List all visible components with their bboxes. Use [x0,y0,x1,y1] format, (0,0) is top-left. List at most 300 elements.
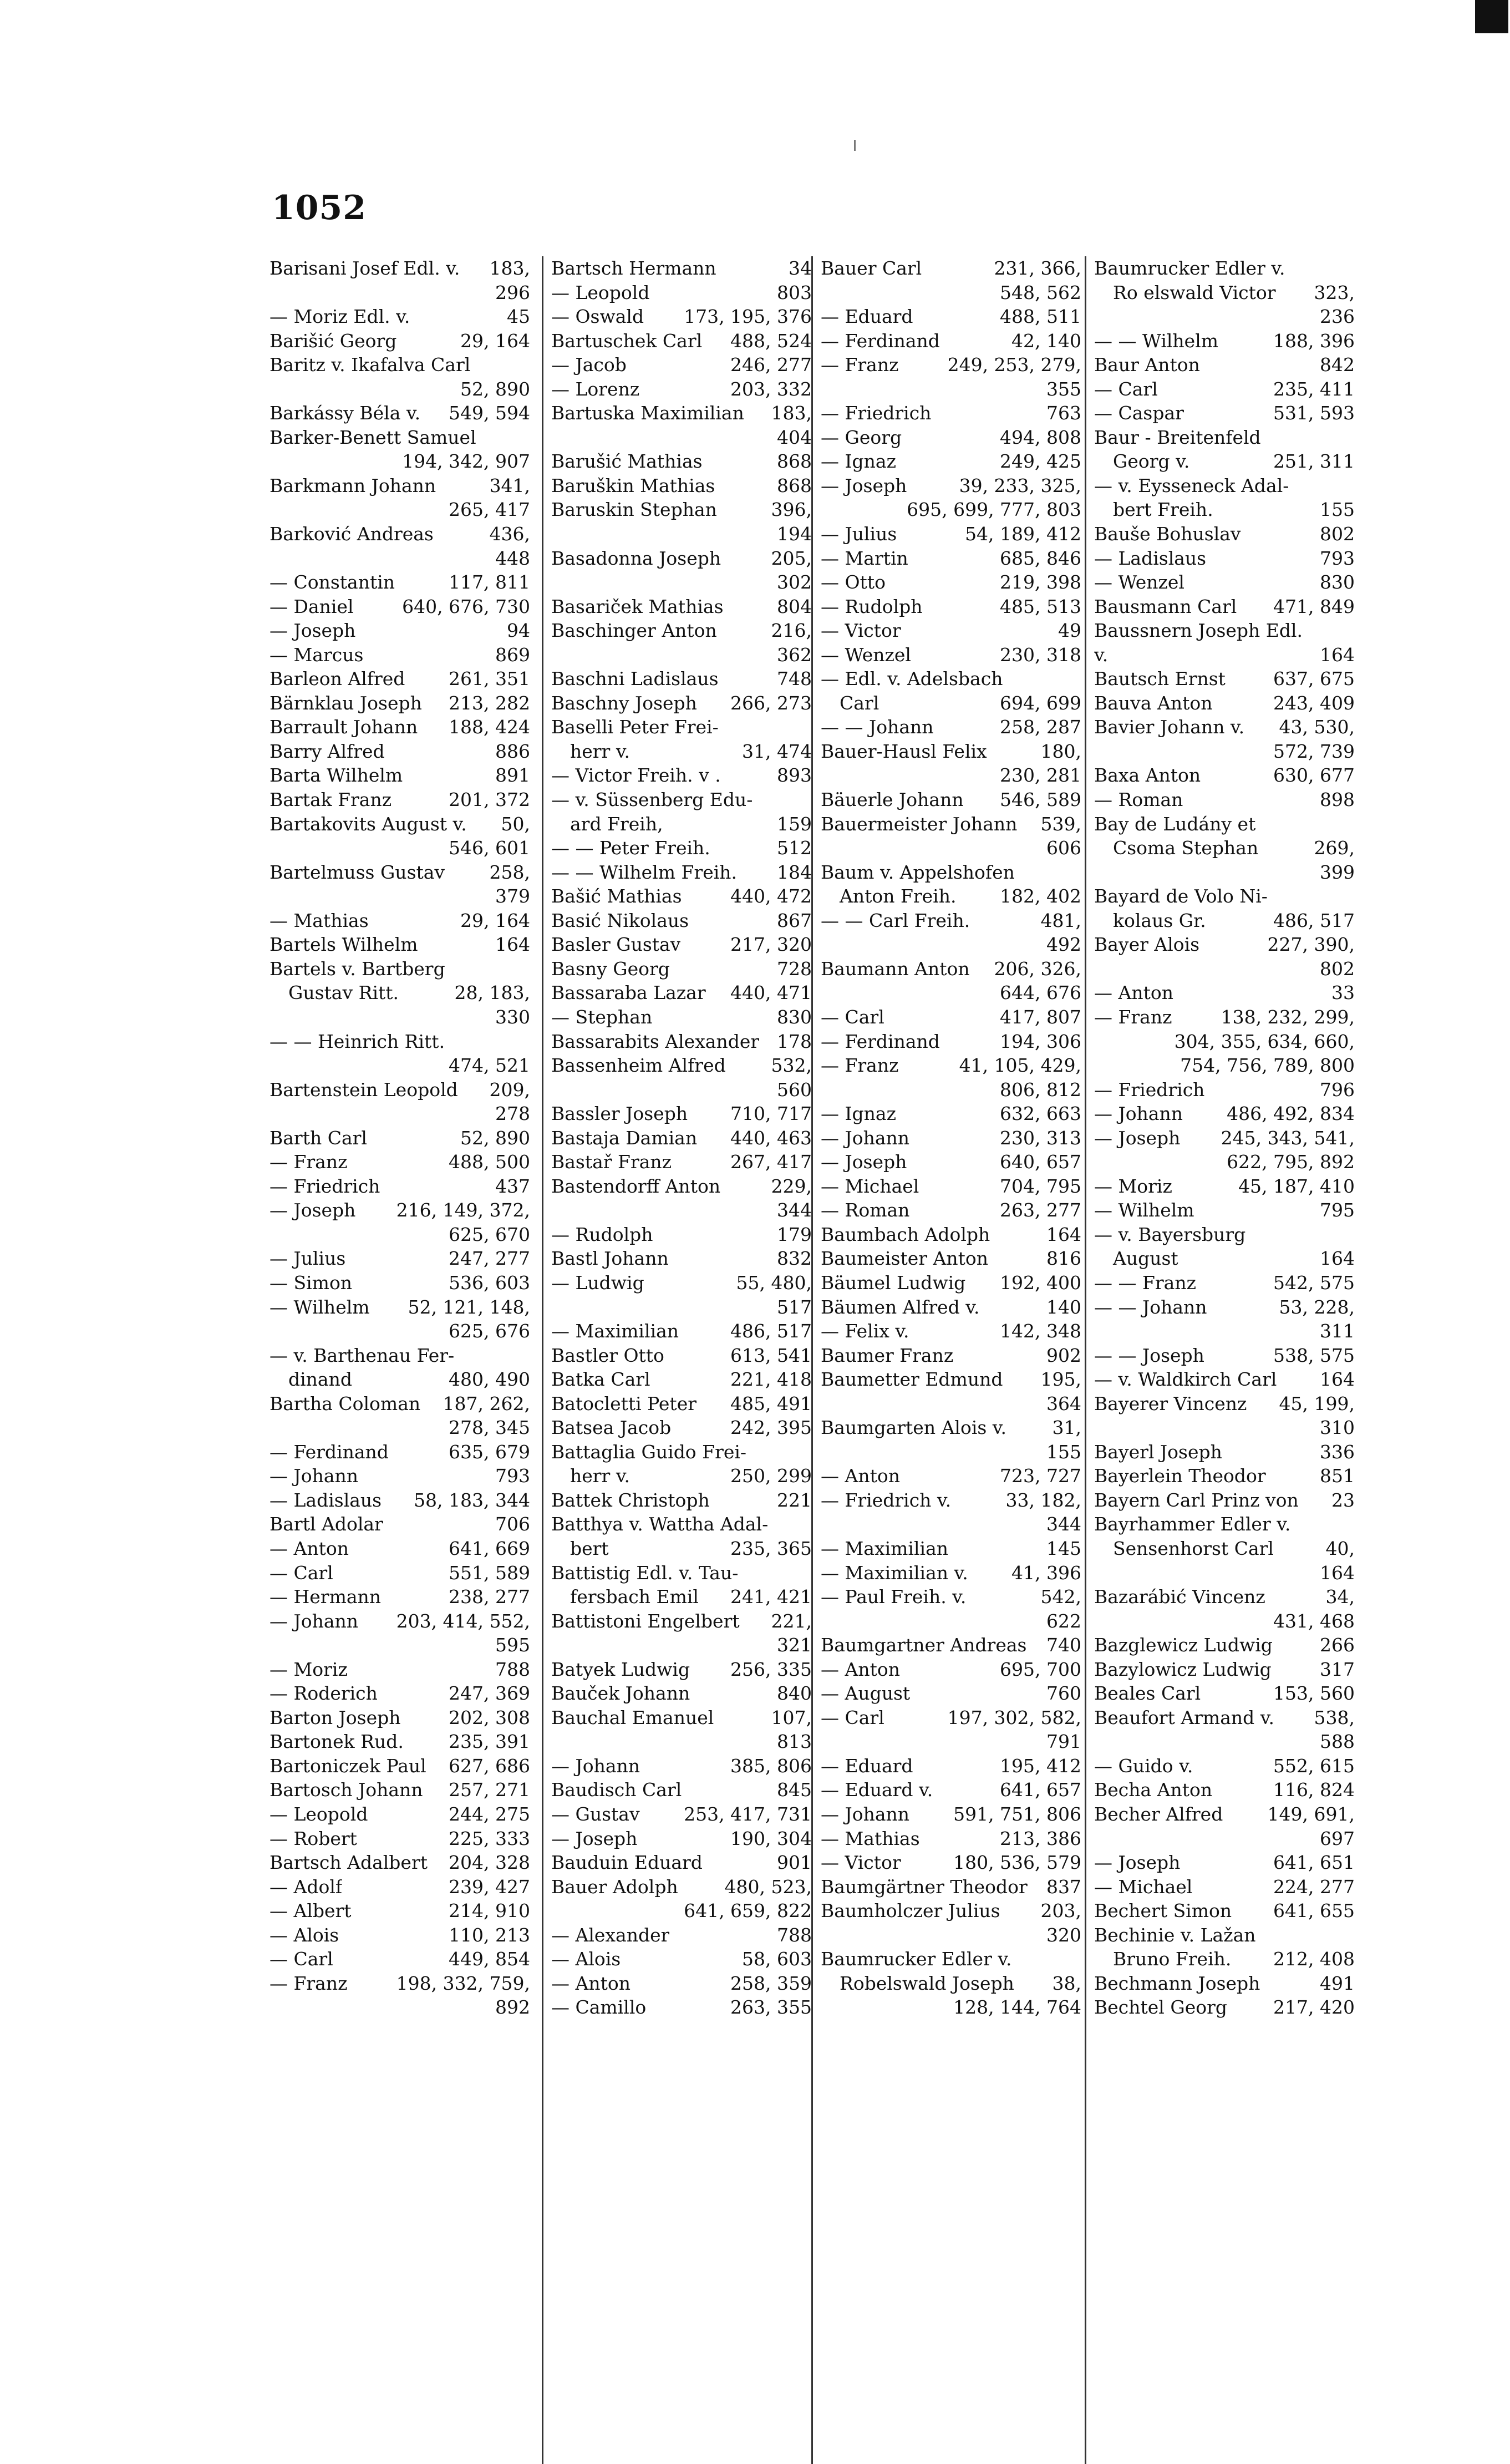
index-entry [270,1512,530,1537]
index-entry [551,1537,812,1561]
index-entry [270,1102,530,1126]
entry-name: Baschni Ladislaus [551,668,719,690]
entry-page-refs: 481, [1040,909,1081,931]
entry-name: — Johann [1094,1103,1183,1125]
index-entry [1094,1875,1355,1899]
entry-name: Baruskin Stephan [551,499,717,521]
entry-name: Barišić Georg [270,329,397,352]
entry-name: dinand [288,1368,352,1391]
entry-name: Baumann Anton [821,957,970,980]
index-entry [270,739,530,764]
entry-name: — Victor [821,620,901,642]
entry-name: — v. Bayersburg [1094,1223,1246,1245]
entry-name: — v. Barthenau Fer- [270,1344,455,1366]
index-entry [1094,498,1355,522]
entry-page-refs: 491 [1320,1972,1355,1994]
entry-name: herr v. [570,1465,631,1487]
entry-page-refs: 641, 669 [449,1537,530,1559]
index-entry [821,377,1081,402]
entry-name: — Moriz [270,1658,348,1680]
entry-page-refs: 480, 490 [449,1368,530,1391]
entry-page-refs: 230, 281 [1000,764,1081,787]
index-entry [270,498,530,522]
entry-page-refs: 33 [1331,982,1355,1004]
entry-name: Baur - Breitenfeld [1094,426,1261,448]
index-entry [1094,1923,1355,1948]
index-entry [270,836,530,860]
entry-page-refs: 448 [495,547,530,569]
entry-name: — — Carl Freih. [821,909,970,931]
index-entry [1094,474,1355,498]
entry-name: — Joseph [1094,1852,1181,1874]
entry-name: Baxa Anton [1094,764,1201,787]
index-entry [821,1850,1081,1875]
entry-name: Baumrucker Edler v. [821,1948,1012,1970]
index-entry [1094,1561,1355,1585]
index-entry [551,1367,812,1392]
index-entry [551,1657,812,1682]
index-entry [551,1198,812,1223]
index-entry [270,1416,530,1440]
entry-name: v. [1094,643,1109,666]
entry-page-refs: 28, 183, [454,982,530,1004]
index-entry [1094,763,1355,788]
index-entry [270,932,530,957]
entry-page-refs: 355 [1046,378,1081,400]
index-entry [270,1343,530,1368]
index-entry [821,1802,1081,1827]
index-entry [821,1464,1081,1488]
entry-page-refs: 258, 359 [730,1972,812,1994]
index-entry [821,715,1081,739]
entry-page-refs: 155 [1320,499,1355,521]
index-entry [821,812,1081,836]
index-entry [821,836,1081,860]
index-entry [1094,739,1355,764]
entry-page-refs: 40, [1325,1537,1355,1559]
entry-page-refs: 183, [771,402,812,424]
index-entry [821,1488,1081,1513]
entry-page-refs: 625, 676 [449,1320,530,1342]
index-entry [1094,522,1355,546]
entry-page-refs: 362 [777,643,812,666]
index-entry [270,1706,530,1730]
entry-name: Baschinger Anton [551,620,717,642]
entry-page-refs: 164 [495,934,530,956]
entry-page-refs: 321 [777,1634,812,1656]
index-entry [270,1053,530,1078]
index-entry [821,1633,1081,1657]
entry-name: Baumer Franz [821,1344,954,1366]
index-entry [270,1005,530,1030]
entry-name: Barkmann Johann [270,474,436,496]
entry-page-refs: 644, 676 [1000,982,1081,1004]
entry-page-refs: 239, 427 [449,1875,530,1898]
index-entry [1094,1416,1355,1440]
index-entry [270,1174,530,1199]
index-entry [1094,1802,1355,1827]
entry-page-refs: 840 [777,1682,812,1705]
entry-page-refs: 29, 164 [460,329,530,352]
entry-name: Bechtel Georg [1094,1996,1228,2019]
entry-page-refs: 385, 806 [730,1755,812,1777]
index-entry [551,425,812,450]
entry-name: — Georg [821,426,902,448]
entry-page-refs: 436, [489,523,530,545]
index-entry [551,909,812,933]
index-entry [551,739,812,764]
entry-name: Bartuschek Carl [551,329,703,352]
index-entry [270,1246,530,1271]
index-entry [551,1488,812,1513]
entry-page-refs: 202, 308 [449,1706,530,1728]
entry-name: — Albert [270,1900,352,1922]
entry-page-refs: 54, 189, 412 [965,523,1081,545]
entry-name: — Johann [270,1465,359,1487]
index-entry [821,932,1081,957]
index-entry [821,1971,1081,1996]
index-entry [821,1005,1081,1030]
index-entry [270,425,530,450]
entry-name: — — Heinrich Ritt. [270,1030,445,1052]
entry-name: Barrault Johann [270,716,418,738]
index-entry [270,1971,530,1996]
index-entry [551,546,812,571]
entry-page-refs: 34 [789,257,812,279]
entry-page-refs: 869 [495,643,530,666]
entry-page-refs: 236 [1320,306,1355,328]
index-entry [1094,957,1355,981]
entry-name: — Felix v. [821,1320,909,1342]
entry-name: Bechinie v. Lažan [1094,1924,1256,1946]
entry-page-refs: 49 [1058,620,1081,642]
entry-page-refs: 267, 417 [730,1151,812,1173]
index-entry [1094,1827,1355,1851]
entry-page-refs: 591, 751, 806 [953,1803,1081,1825]
entry-name: Basler Gustav [551,934,681,956]
entry-page-refs: 488, 524 [730,329,812,352]
index-entry [821,1923,1081,1948]
entry-name: Baselli Peter Frei- [551,716,719,738]
entry-page-refs: 52, 121, 148, [408,1296,530,1318]
entry-page-refs: 336 [1320,1441,1355,1463]
entry-page-refs: 302 [777,571,812,594]
entry-page-refs: 641, 655 [1273,1900,1355,1922]
entry-name: Bassaraba Lazar [551,982,706,1004]
entry-name: Batka Carl [551,1368,650,1391]
entry-page-refs: 740 [1046,1634,1081,1656]
entry-name: — v. Waldkirch Carl [1094,1368,1277,1391]
entry-page-refs: 34, [1325,1586,1355,1608]
index-entry [551,1271,812,1295]
entry-name: Baumeister Anton [821,1248,989,1270]
entry-name: Basić Nikolaus [551,909,689,931]
entry-name: Bašić Mathias [551,885,682,907]
index-entry [821,1537,1081,1561]
index-entry [1094,1657,1355,1682]
entry-page-refs: 195, [1040,1368,1081,1391]
index-entry [270,474,530,498]
entry-name: Baumetter Edmund [821,1368,1003,1391]
entry-page-refs: 760 [1046,1682,1081,1705]
entry-name: Bruno Freih. [1113,1948,1232,1970]
index-entry [1094,1392,1355,1416]
index-entry [821,1754,1081,1778]
entry-page-refs: 179 [777,1223,812,1245]
entry-page-refs: 246, 277 [730,354,812,376]
entry-name: — Anton [1094,982,1173,1004]
index-entry [821,353,1081,377]
entry-name: Barleon Alfred [270,668,405,690]
entry-page-refs: 45 [507,306,530,328]
index-entry [821,1343,1081,1368]
entry-name: Bartuska Maximilian [551,402,744,424]
entry-name: Bartsch Adalbert [270,1852,428,1874]
index-entry [821,1271,1081,1295]
entry-page-refs: 641, 657 [1000,1779,1081,1801]
entry-page-refs: 546, 601 [449,837,530,859]
entry-page-refs: 323, [1314,281,1355,303]
entry-name: August [1113,1248,1178,1270]
index-entry [551,1464,812,1488]
index-entry [270,1271,530,1295]
index-entry [821,1947,1081,1971]
entry-page-refs: 404 [777,426,812,448]
entry-page-refs: 197, 302, 582, [947,1706,1081,1728]
entry-page-refs: 542, [1040,1586,1081,1608]
entry-name: Beales Carl [1094,1682,1201,1705]
entry-page-refs: 42, 140 [1011,329,1081,352]
entry-name: Bartenstein Leopold [270,1078,458,1101]
entry-page-refs: 128, 144, 764 [953,1996,1081,2019]
entry-name: Sensenhorst Carl [1113,1537,1274,1559]
index-entry [270,1223,530,1247]
index-entry [821,1778,1081,1802]
entry-name: — v. Süssenberg Edu- [551,789,753,811]
index-entry [270,1392,530,1416]
entry-name: — — Peter Freih. [551,837,710,859]
entry-name: — Roman [1094,789,1183,811]
entry-name: fersbach Emil [570,1586,699,1608]
entry-page-refs: 806, 812 [1000,1078,1081,1101]
index-entry [1094,1223,1355,1247]
entry-page-refs: 796 [1320,1078,1355,1101]
entry-name: Bartak Franz [270,789,392,811]
index-entry [1094,1730,1355,1754]
entry-name: Bazglewicz Ludwig [1094,1634,1273,1656]
entry-page-refs: 637, 675 [1273,668,1355,690]
entry-page-refs: 269, [1314,837,1355,859]
index-entry [551,1850,812,1875]
entry-name: — — Joseph [1094,1344,1204,1366]
entry-name: — v. Eysseneck Adal- [1094,474,1289,496]
entry-name: — Roderich [270,1682,378,1705]
entry-name: Bastler Otto [551,1344,664,1366]
index-entry [821,401,1081,425]
index-entry [1094,1053,1355,1078]
entry-name: Baritz v. Ikafalva Carl [270,354,471,376]
entry-name: Bayern Carl Prinz von [1094,1489,1299,1511]
index-entry [551,256,812,281]
entry-page-refs: 194, 342, 907 [402,450,530,473]
entry-page-refs: 164 [1320,643,1355,666]
entry-page-refs: 892 [495,1996,530,2019]
index-entry [551,932,812,957]
index-entry [1094,1609,1355,1634]
entry-page-refs: 512 [777,837,812,859]
entry-page-refs: 164 [1320,1561,1355,1584]
entry-name: — Ladislaus [270,1489,382,1511]
entry-page-refs: 399 [1320,861,1355,883]
entry-page-refs: 263, 277 [1000,1199,1081,1221]
index-entry [551,1416,812,1440]
entry-page-refs: 39, 233, 325, [959,474,1081,496]
entry-name: Battaglia Guido Frei- [551,1441,747,1463]
entry-name: — Moriz Edl. v. [270,306,410,328]
entry-name: Bartha Coloman [270,1392,421,1414]
entry-name: Batocletti Peter [551,1392,697,1414]
entry-name: — Otto [821,571,886,594]
index-entry [551,1778,812,1802]
entry-page-refs: 485, 491 [730,1392,812,1414]
entry-name: Baruškin Mathias [551,474,715,496]
entry-page-refs: 635, 679 [449,1441,530,1463]
index-entry [1094,836,1355,860]
column-divider [1085,256,1086,2464]
entry-name: ard Freih, [570,813,663,835]
index-entry [821,957,1081,981]
index-entry [1094,981,1355,1005]
entry-name: — Robert [270,1827,357,1849]
entry-name: — Anton [821,1465,900,1487]
index-entry [551,643,812,667]
index-entry [551,1150,812,1174]
entry-name: — Rudolph [821,595,923,617]
entry-page-refs: 225, 333 [449,1827,530,1849]
entry-page-refs: 697 [1320,1827,1355,1849]
entry-page-refs: 625, 670 [449,1223,530,1245]
entry-name: Bartels Wilhelm [270,934,418,956]
entry-page-refs: 249, 425 [1000,450,1081,473]
entry-page-refs: 221, [771,1610,812,1632]
index-entry [821,788,1081,812]
entry-page-refs: 396, [771,499,812,521]
index-entry [551,1078,812,1102]
entry-name: — Oswald [551,306,644,328]
entry-page-refs: 188, 396 [1273,329,1355,352]
entry-name: Batsea Jacob [551,1417,672,1439]
index-entry [1094,1947,1355,1971]
entry-page-refs: 867 [777,909,812,931]
index-entry [821,305,1081,329]
index-entry [551,884,812,909]
index-entry [270,1633,530,1657]
index-entry [270,643,530,667]
entry-name: — Johann [821,1127,910,1149]
entry-name: Bechert Simon [1094,1900,1232,1922]
entry-page-refs: 704, 795 [1000,1175,1081,1197]
entry-page-refs: 902 [1046,1344,1081,1366]
entry-page-refs: 695, 699, 777, 803 [907,499,1081,521]
entry-name: — Ferdinand [821,1030,940,1052]
entry-page-refs: 538, [1314,1706,1355,1728]
index-entry [551,353,812,377]
index-entry [270,1754,530,1778]
entry-name: — Maximilian [551,1320,679,1342]
entry-page-refs: 898 [1320,789,1355,811]
entry-name: Basariček Mathias [551,595,724,617]
index-entry [821,1198,1081,1223]
index-entry [551,401,812,425]
entry-page-refs: 142, 348 [1000,1320,1081,1342]
index-entry [821,474,1081,498]
entry-page-refs: 788 [495,1658,530,1680]
index-entry [821,1657,1081,1682]
entry-page-refs: 258, 287 [1000,716,1081,738]
index-entry [270,981,530,1005]
entry-page-refs: 437 [495,1175,530,1197]
index-entry [551,1754,812,1778]
entry-page-refs: 164 [1320,1368,1355,1391]
entry-page-refs: 572, 739 [1273,740,1355,762]
entry-name: Baumgartner Andreas [821,1634,1027,1656]
index-entry [1094,353,1355,377]
entry-page-refs: 685, 846 [1000,547,1081,569]
index-entry [821,1174,1081,1199]
index-entry [821,449,1081,474]
entry-name: Bauduin Eduard [551,1852,703,1874]
index-entry [270,595,530,619]
entry-name: Bauer-Hausl Felix [821,740,987,762]
index-entry [270,1995,530,2020]
entry-page-refs: 488, 500 [449,1151,530,1173]
index-entry [270,1198,530,1223]
entry-page-refs: 117, 811 [449,571,530,594]
index-entry [270,1537,530,1561]
entry-name: — Eduard [821,306,913,328]
index-entry [821,1295,1081,1320]
entry-page-refs: 813 [777,1731,812,1753]
index-entry [1094,1295,1355,1320]
entry-name: — Anton [551,1972,631,1994]
entry-name: — Leopold [551,281,650,303]
index-entry [1094,1150,1355,1174]
entry-page-refs: 229, [771,1175,812,1197]
entry-name: Baur Anton [1094,354,1200,376]
entry-page-refs: 278, 345 [449,1417,530,1439]
entry-page-refs: 517 [777,1296,812,1318]
entry-page-refs: 802 [1320,957,1355,980]
entry-page-refs: 192, 400 [1000,1271,1081,1294]
index-entry [1094,401,1355,425]
index-entry [1094,860,1355,885]
index-entry [821,1561,1081,1585]
entry-page-refs: 50, [501,813,530,835]
entry-name: — Victor [821,1852,901,1874]
index-entry [1094,1488,1355,1513]
entry-name: Bauermeister Johann [821,813,1018,835]
index-entry [551,1343,812,1368]
index-entry [551,836,812,860]
entry-name: Barta Wilhelm [270,764,403,787]
index-entry [821,643,1081,667]
entry-name: Bazylowicz Ludwig [1094,1658,1272,1680]
index-entry [821,1440,1081,1464]
index-column-2 [551,256,812,2020]
entry-page-refs: 214, 910 [449,1900,530,1922]
entry-page-refs: 317 [1320,1658,1355,1680]
index-entry [270,353,530,377]
